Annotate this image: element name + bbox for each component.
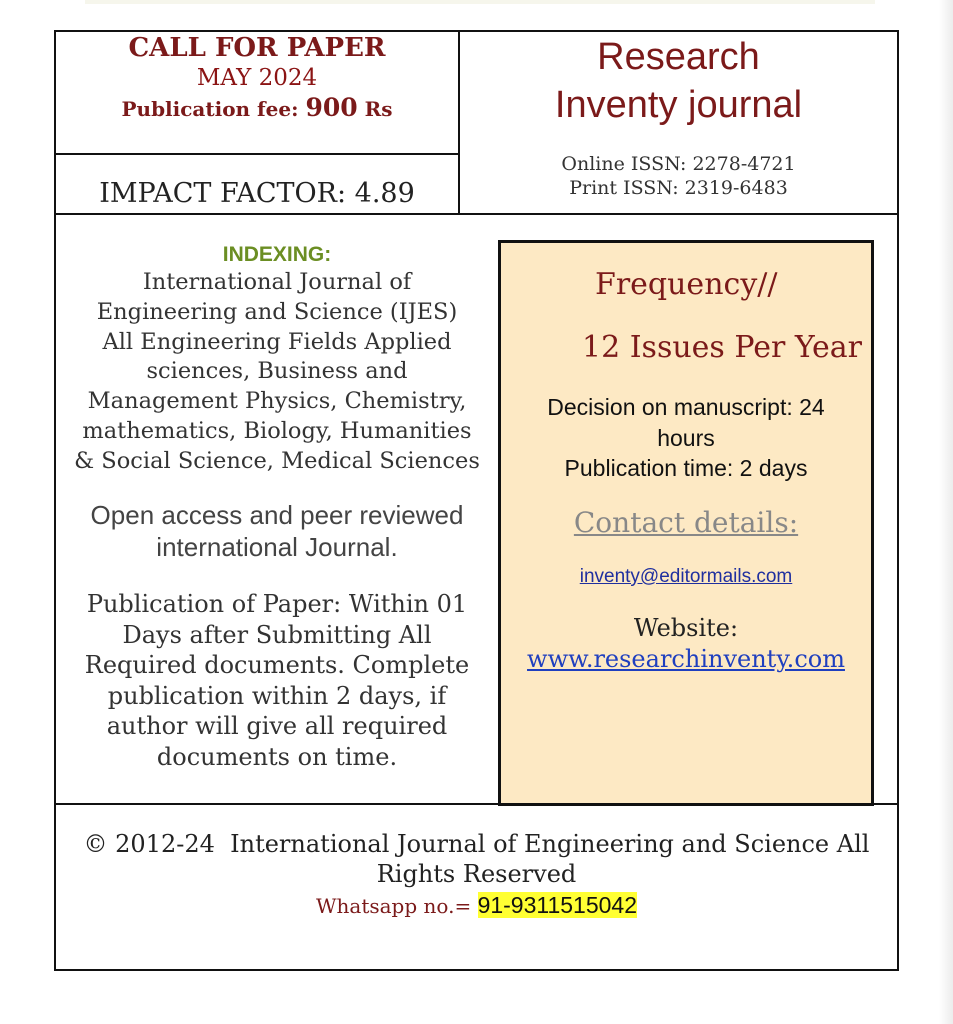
copyright-line1: © 2012-24 International Journal of Engineering and Science All [83,830,870,858]
indexing-line: Engineering and Science (IJES) [96,298,458,325]
indexing-line: All Engineering Fields Applied [102,328,452,355]
open-access-line: international Journal. [156,532,398,562]
email-link[interactable]: inventy@editormails.com [579,566,793,587]
publication-line: publication within 2 days, if [107,681,447,710]
open-access-note [56,499,498,563]
publication-line: documents on time. [156,742,398,771]
copyright [56,829,897,889]
divider-header-bottom [54,213,897,215]
publication-time: Publication time: 2 days [564,455,808,481]
copyright-line2: Rights Reserved [376,860,577,888]
decision-block [501,392,871,484]
frequency-label: Frequency// [595,267,778,302]
contact-heading: Contact details: [573,506,799,539]
indexing-heading: INDEXING: [222,243,332,266]
top-edge-strip [85,0,875,4]
publication-line: Required documents. Complete [84,651,470,679]
print-issn: Print ISSN: 2319-6483 [569,177,788,199]
call-for-paper-block [56,33,458,125]
indexing-line: Management Physics, Chemistry, [87,388,467,415]
publication-line: Publication of Paper: Within 01 [86,590,468,618]
fee-label: Publication fee: [121,97,306,121]
journal-name [460,33,897,129]
decision-line1: Decision on manuscript: 24 [547,394,825,420]
issues-per-year: 12 Issues Per Year [582,330,863,365]
indexing-line: International Journal of [142,269,412,295]
info-box [498,240,874,806]
indexing-line: sciences, Business and [146,358,408,385]
website-link[interactable]: www.researchinventy.com [527,645,845,673]
indexing-list [56,268,498,477]
whatsapp-line [56,890,897,923]
right-edge-shadow [939,0,953,1024]
publication-line: Days after Submitting All [122,620,432,649]
divider-header-left [54,153,460,155]
open-access-line: Open access and peer reviewed [90,500,464,530]
website-label: Website: [633,614,739,642]
publication-fee [56,92,458,125]
call-title: CALL FOR PAPER [128,33,386,63]
issn-block [460,152,897,200]
indexing-line: & Social Science, Medical Sciences [74,447,480,474]
journal-name-line2: Inventy journal [554,84,803,126]
online-issn: Online ISSN: 2278-4721 [561,153,796,175]
whatsapp-label: Whatsapp no.= [315,894,478,918]
whatsapp-number[interactable]: 91-9311515042 [477,892,638,918]
impact-factor: IMPACT FACTOR: 4.89 [99,178,415,209]
publication-line: author will give all required [106,712,448,740]
journal-name-line1: Research [597,36,760,78]
publication-note [56,589,498,772]
fee-amount: 900 [305,93,358,122]
decision-line2: hours [657,424,715,451]
fee-currency: Rs [357,97,393,121]
indexing-line: mathematics, Biology, Humanities [82,417,472,444]
call-month: MAY 2024 [196,65,318,91]
